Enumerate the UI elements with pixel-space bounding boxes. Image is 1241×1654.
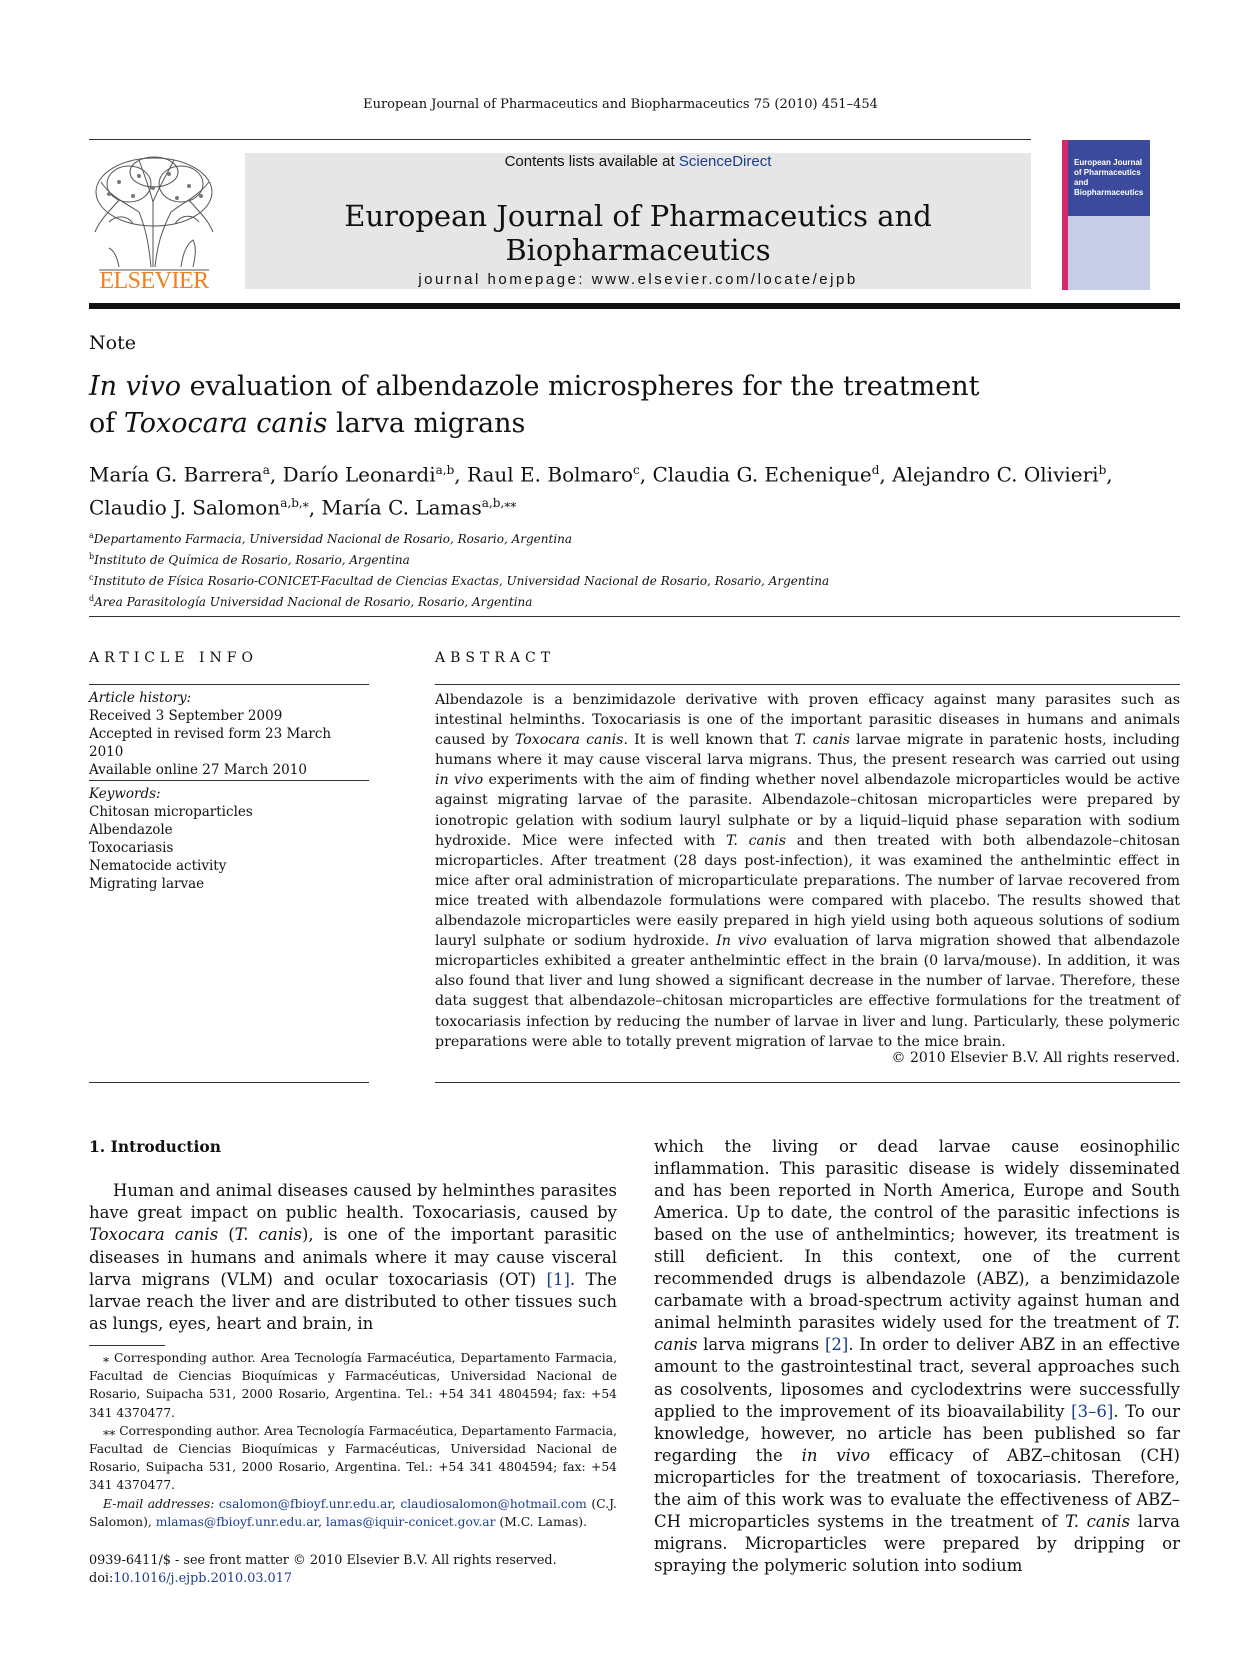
author-affil-mark[interactable]: a xyxy=(262,463,270,477)
running-head: European Journal of Pharmaceutics and Biopharmaceutics 75 (2010) 451–454 xyxy=(363,97,878,112)
abstract-text-run: evaluation of larva migration showed that albendazole microparticles exhibited a greater anthelmintic effect in the brain (0 larva/mouse). In addition, it was also found that liver and lung showed a significant decrease in the number of larvae. Therefore, these data suggest that albendazole–chitosan microparticles are effective formulations for the treatment of toxocariasis infection by reducing the number of larvae in liver and lung. Particularly, these polymeric preparations were able to totally prevent migration of larvae to the mice brain. xyxy=(435,933,1180,1050)
journal-masthead xyxy=(245,153,1031,289)
email-label: E-mail addresses: xyxy=(103,1496,215,1511)
author-separator: , xyxy=(269,462,283,487)
abstract-italic-run: T. canis xyxy=(725,832,786,849)
journal-title: European Journal of Pharmaceutics and Biopharmaceutics xyxy=(344,199,932,267)
body-italic-run: T. canis xyxy=(1065,1511,1131,1531)
author-affil-mark[interactable]: a,b,⁎⁎ xyxy=(481,495,517,510)
body-text-run: . The larvae reach the liver and are distributed to other tissues such as lungs, eyes, heart and brain, in xyxy=(89,1269,618,1334)
email-separator: , xyxy=(318,1514,326,1529)
author-name[interactable]: Claudia G. Echenique xyxy=(652,462,872,487)
affiliation-text: Instituto de Química de Rosario, Rosario, Argentina xyxy=(94,553,410,567)
issn-line: 0939-6411/$ - see front matter © 2010 Elsevier B.V. All rights reserved. xyxy=(89,1553,557,1568)
email-owner: (M.C. Lamas). xyxy=(495,1514,588,1529)
article-history xyxy=(89,689,369,779)
body-italic-run: T. canis xyxy=(654,1313,1180,1355)
email-separator: , xyxy=(391,1496,401,1511)
doi-prefix: doi: xyxy=(89,1571,114,1586)
journal-homepage-link[interactable]: journal homepage: www.elsevier.com/locate/ejpb xyxy=(418,271,858,288)
author-affil-mark[interactable]: a,b xyxy=(435,463,455,477)
footnote-mark: ⁎ xyxy=(103,1351,110,1365)
intro-paragraph xyxy=(89,1180,617,1335)
body-text-run: . In order to deliver ABZ in an effective amount to the gastrointestinal tract, several approaches such as cosolvents, liposomes and cyclodextrins were successfully applied to the improvement of its bioavailability xyxy=(654,1335,1180,1421)
affiliation-mark: a xyxy=(89,531,94,540)
elsevier-wordmark: ELSEVIER xyxy=(99,268,209,294)
header-rule xyxy=(89,139,1031,140)
section-heading-introduction: 1. Introduction xyxy=(89,1137,221,1156)
abstract-italic-run: T. canis xyxy=(794,732,850,749)
keywords xyxy=(89,785,369,893)
keywords-label: Keywords: xyxy=(89,786,161,802)
title-italic-1: In vivo xyxy=(89,371,182,402)
intro-paragraph xyxy=(654,1136,1180,1577)
body-italic-run: T. canis xyxy=(234,1225,302,1245)
history-label: Article history: xyxy=(89,690,192,706)
email-link[interactable]: lamas@iquir-conicet.gov.ar xyxy=(325,1514,496,1529)
info-rule xyxy=(89,780,369,781)
footnote-corresponding-2 xyxy=(89,1422,617,1495)
title-part-3: larva migrans xyxy=(327,408,526,439)
abstract-rule xyxy=(435,1082,1180,1083)
email-link[interactable]: mlamas@fbioyf.unr.edu.ar xyxy=(155,1514,319,1529)
body-text-run: ( xyxy=(218,1225,235,1245)
abstract-text xyxy=(435,690,1180,1052)
abstract-text-run: and then treated with both albendazole–chitosan microparticles. After treatment (28 days post-infection), it was examined the anthelmintic effect in mice after oral administration of microparticulate preparations. The number of larvae recovered from mice treated with albendazole formulations were compared with placebo. The results showed that albendazole microparticles were easily prepared in high yield using both aqueous solutions of sodium lauryl sulphate or sodium hydroxide. xyxy=(435,832,1181,950)
contents-prefix: Contents lists available at xyxy=(504,153,679,170)
author-name[interactable]: María G. Barrera xyxy=(89,462,263,487)
affiliations xyxy=(89,527,1089,611)
abstract-text-run: . It is well known that xyxy=(623,732,795,749)
affiliation-item xyxy=(89,590,1089,611)
cover-title: European Journal of Pharmaceutics and Biopharmaceutics xyxy=(1074,158,1144,197)
history-online: Available online 27 March 2010 xyxy=(89,762,307,778)
keyword-item: Nematocide activity xyxy=(89,858,227,874)
abstract-italic-run: in vivo xyxy=(435,772,484,789)
affiliation-item xyxy=(89,527,1089,548)
author-name[interactable]: Darío Leonardi xyxy=(282,462,436,487)
body-italic-run: in vivo xyxy=(801,1445,871,1465)
title-part-1: evaluation of albendazole microspheres for the treatment xyxy=(181,371,980,402)
affiliation-mark: b xyxy=(89,552,95,561)
footnote-corresponding-1 xyxy=(89,1349,617,1422)
author-name[interactable]: Alejandro C. Olivieri xyxy=(892,462,1099,487)
info-rule xyxy=(89,1082,369,1083)
citation-link[interactable]: [1] xyxy=(546,1269,570,1289)
cover-side-strip xyxy=(1062,140,1068,290)
author-name[interactable]: Raul E. Bolmaro xyxy=(466,462,633,487)
author-affil-mark[interactable]: c xyxy=(633,463,640,477)
doi-link[interactable]: 10.1016/j.ejpb.2010.03.017 xyxy=(113,1571,292,1586)
sciencedirect-link[interactable]: ScienceDirect xyxy=(678,153,772,170)
footnote-text: Corresponding author. Area Tecnología Farmacéutica, Departamento Farmacia, Facultad de Ciencias Bioquímicas y Farmacéuticas, Universidad Nacional de Rosario, Suipacha 531, 2000 Rosario, Argentina. Tel.: +54 341 4804594; fax: +54 341 4370477. xyxy=(89,1351,617,1420)
affiliation-item xyxy=(89,548,1089,569)
body-text-run: efficacy of ABZ–chitosan (CH) microparticles for the treatment of toxocariasis. Therefore, the aim of this work was to evaluate the effectiveness of ABZ–CH microparticles systems in the treatment of xyxy=(654,1445,1180,1531)
history-revised: Accepted in revised form 23 March 2010 xyxy=(89,726,332,760)
doi-line xyxy=(89,1570,649,1588)
journal-cover-image xyxy=(1062,140,1150,290)
footnote-mark: ⁎⁎ xyxy=(103,1423,116,1438)
author-separator: , xyxy=(1106,462,1113,487)
article-info-heading: ARTICLE INFO xyxy=(89,650,258,666)
body-text-run: ), is one of the important parasitic diseases in humans and animals where it may cause visceral larva migrans (VLM) and ocular toxocariasis (OT) xyxy=(89,1225,617,1289)
author-affil-mark[interactable]: d xyxy=(871,463,880,477)
body-text-run: Human and animal diseases caused by helminthes parasites have great impact on public health. Toxocariasis, caused by xyxy=(89,1181,617,1223)
author-affil-mark[interactable]: a,b,⁎ xyxy=(280,495,309,510)
keyword-item: Chitosan microparticles xyxy=(89,804,253,820)
body-text-run: larva migrans. Microparticles were prepared by dripping or spraying the polymeric solution into sodium xyxy=(654,1511,1181,1575)
citation-link[interactable]: [3–6] xyxy=(1071,1401,1114,1421)
article-title xyxy=(89,368,1009,442)
author-name[interactable]: María C. Lamas xyxy=(321,495,482,520)
abstract-text-run: Albendazole is a benzimidazole derivative with proven efficacy against many parasites such as intestinal helminths. Toxocariasis is one of the important parasitic diseases in humans and animals caused by xyxy=(435,692,1180,749)
author-affil-mark[interactable]: b xyxy=(1098,463,1107,477)
abstract-text-run: experiments with the aim of finding whether novel albendazole microparticles would be active against migrating larvae of the parasite. Albendazole–chitosan microparticles were prepared by ionotropic gelation with sodium lauryl sulphate or by a liquid–liquid phase separation with sodium hydroxide. Mice were infected with xyxy=(435,772,1181,849)
title-italic-2: Toxocara canis xyxy=(123,408,328,439)
email-link[interactable]: csalomon@fbioyf.unr.edu.ar xyxy=(218,1496,392,1511)
citation-link[interactable]: [2] xyxy=(824,1335,849,1355)
footnotes xyxy=(89,1349,617,1531)
author-name[interactable]: Claudio J. Salomon xyxy=(89,495,281,520)
author-list xyxy=(89,456,1179,521)
history-received: Received 3 September 2009 xyxy=(89,708,283,724)
affiliation-mark: c xyxy=(89,573,94,582)
contents-line xyxy=(245,153,1031,170)
affiliation-item xyxy=(89,569,1089,590)
body-text-run: which the living or dead larvae cause eosinophilic inflammation. This parasitic disease is widely disseminated and has been reported in North America, Europe and South America. Up to date, the control of the parasitic infections is based on the use of anthelmintics; however, its treatment is still deficient. In this context, one of the current recommended drugs is albendazole (ABZ), a benzimidazole carbamate with a broad-spectrum activity against human and animal helminth parasites widely used for the treatment of xyxy=(654,1137,1180,1333)
body-italic-run: Toxocara canis xyxy=(89,1225,219,1245)
abstract-rule xyxy=(435,684,1180,685)
body-text-run: larva migrans xyxy=(697,1335,825,1355)
footnote-rule xyxy=(89,1345,165,1346)
abstract-copyright: © 2010 Elsevier B.V. All rights reserved. xyxy=(891,1050,1180,1066)
author-separator: , xyxy=(454,462,467,487)
footnote-text: Corresponding author. Area Tecnología Farmacéutica, Departamento Farmacia, Facultad de Ciencias Bioquímicas y Farmacéuticas, Universidad Nacional de Rosario, Suipacha 531, 2000 Rosario, Argentina. Tel.: +54 341 4804594; fax: +54 341 4370477. xyxy=(89,1423,617,1493)
abstract-heading: ABSTRACT xyxy=(435,650,556,666)
affiliation-mark: d xyxy=(89,594,95,603)
intro-column-right xyxy=(654,1136,1180,1577)
keyword-item: Toxocariasis xyxy=(89,840,174,856)
abstract-italic-run: Toxocara canis xyxy=(514,732,624,749)
info-rule xyxy=(89,684,369,685)
abstract-text-run: larvae migrate in paratenic hosts, including humans where it may cause visceral larva migrans. Thus, the present research was carried out using xyxy=(435,732,1180,769)
email-link[interactable]: claudiosalomon@hotmail.com xyxy=(400,1496,587,1511)
body-text-run: . To our knowledge, however, no article has been published so far regarding the xyxy=(654,1401,1180,1465)
footnote-emails xyxy=(89,1495,617,1531)
masthead-rule xyxy=(89,303,1180,309)
author-separator: , xyxy=(639,462,653,487)
affiliation-text: Instituto de Física Rosario-CONICET-Facultad de Ciencias Exactas, Universidad Nacional de Rosario, Rosario, Argentina xyxy=(93,574,830,588)
affiliations-rule xyxy=(89,616,1180,617)
affiliation-text: Area Parasitología Universidad Nacional de Rosario, Rosario, Argentina xyxy=(94,595,533,609)
intro-column-left xyxy=(89,1180,617,1335)
affiliation-text: Departamento Farmacia, Universidad Nacional de Rosario, Rosario, Argentina xyxy=(93,532,573,546)
author-separator: , xyxy=(308,495,322,520)
email-owner: (C.J. Salomon), xyxy=(89,1496,617,1529)
front-matter xyxy=(89,1552,649,1588)
keyword-item: Albendazole xyxy=(89,822,173,838)
abstract-italic-run: In vivo xyxy=(716,933,767,950)
article-type: Note xyxy=(89,332,136,354)
keyword-item: Migrating larvae xyxy=(89,876,205,892)
author-separator: , xyxy=(879,462,893,487)
title-part-2: of xyxy=(89,408,124,439)
